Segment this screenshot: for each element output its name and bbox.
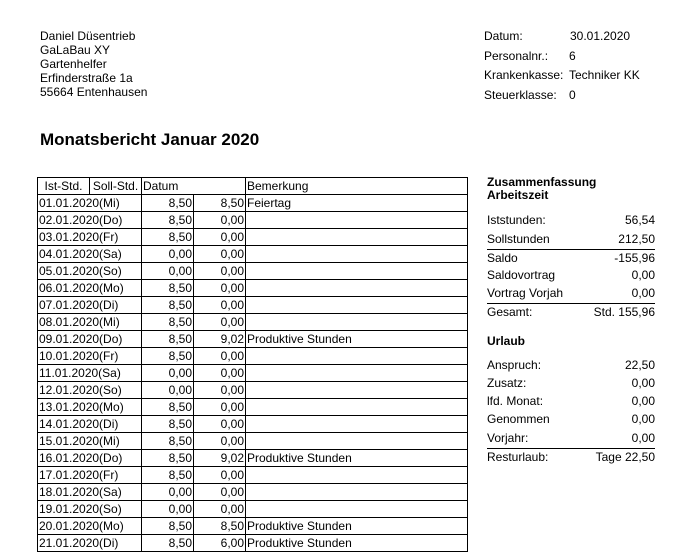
cell-soll: 8,50 [142,195,194,212]
cell-soll: 0,00 [142,263,194,280]
summary-row-saldovortrag [487,267,655,285]
cell-soll: 8,50 [142,535,194,552]
cell-ist: 0,00 [194,280,246,297]
cell-date: 17.01.2020(Fr) [38,467,142,484]
cell-note [246,501,468,518]
summary-value: 0,00 [631,286,655,300]
cell-note [246,382,468,399]
cell-soll: 8,50 [142,212,194,229]
cell-note [246,399,468,416]
cell-note [246,297,468,314]
table-row [38,331,468,348]
cell-soll: 8,50 [142,399,194,416]
cell-ist: 9,02 [194,450,246,467]
cell-ist: 0,00 [194,484,246,501]
vacation-value: 0,00 [631,431,655,445]
street-line: Erfinderstraße 1a [40,71,133,85]
vacation-row-anspruch [487,357,655,375]
cell-note [246,263,468,280]
address-block [40,29,147,99]
cell-ist: 6,00 [194,535,246,552]
cell-ist: 0,00 [194,365,246,382]
vacation-label: Anspruch: [487,358,542,372]
table-row [38,348,468,365]
vacation-label: Resturlaub: [487,450,549,464]
company-name: GaLaBau XY [40,43,111,57]
vacation-value: 0,00 [631,412,655,426]
summary-row-iststunden [487,212,655,230]
header-ist: Ist-Std. [38,178,90,195]
summary-value: Std. 155,96 [593,305,655,319]
meta-value: 6 [569,48,576,63]
meta-label: Datum: [484,29,523,43]
table-row [38,416,468,433]
cell-note [246,246,468,263]
cell-note [246,229,468,246]
cell-note [246,433,468,450]
cell-date: 04.01.2020(Sa) [38,246,142,263]
cell-note [246,314,468,331]
cell-soll: 8,50 [142,314,194,331]
cell-ist: 0,00 [194,382,246,399]
meta-row-personnel [484,48,576,68]
table-row [38,195,468,212]
cell-note: Feiertag [246,195,468,212]
table-row [38,280,468,297]
meta-value: 0 [569,87,576,102]
cell-date: 07.01.2020(Di) [38,297,142,314]
table-row [38,263,468,280]
table-row [38,433,468,450]
cell-soll: 8,50 [142,416,194,433]
vacation-row-zusatz [487,375,655,393]
daily-hours-table [37,177,468,552]
meta-block [484,28,640,106]
cell-date: 09.01.2020(Do) [38,331,142,348]
summary-label: Saldovortrag [487,268,556,282]
cell-date: 08.01.2020(Mi) [38,314,142,331]
cell-ist: 0,00 [194,314,246,331]
cell-ist: 0,00 [194,348,246,365]
cell-soll: 8,50 [142,331,194,348]
table-body [38,195,468,552]
cell-date: 16.01.2020(Do) [38,450,142,467]
cell-date: 15.01.2020(Mi) [38,433,142,450]
table-row [38,365,468,382]
city-line: 55664 Entenhausen [40,85,148,99]
table-row [38,399,468,416]
cell-date: 12.01.2020(So) [38,382,142,399]
employee-role: Gartenhelfer [40,57,107,71]
cell-note [246,365,468,382]
work-summary-title-line1: Zusammenfassung [487,175,597,189]
cell-ist: 0,00 [194,212,246,229]
cell-note [246,348,468,365]
table-row [38,467,468,484]
table-row [38,314,468,331]
table-row [38,382,468,399]
table-row [38,229,468,246]
summary-value: 56,54 [624,213,655,227]
cell-note: Produktive Stunden [246,535,468,552]
cell-ist: 8,50 [194,518,246,535]
employee-name: Daniel Düsentrieb [40,29,136,43]
table-header-row [38,178,468,195]
cell-soll: 8,50 [142,450,194,467]
cell-soll: 8,50 [142,433,194,450]
vacation-value: Tage 22,50 [595,450,655,464]
cell-soll: 0,00 [142,484,194,501]
meta-value: 30.01.2020 [570,29,631,43]
cell-ist: 0,00 [194,433,246,450]
cell-ist: 0,00 [194,229,246,246]
page-title: Monatsbericht Januar 2020 [40,130,260,149]
cell-soll: 8,50 [142,280,194,297]
cell-soll: 0,00 [142,365,194,382]
cell-soll: 0,00 [142,501,194,518]
table-row [38,297,468,314]
table-row [38,450,468,467]
cell-ist: 0,00 [194,467,246,484]
summary-row-vortrag-vorjahr [487,285,655,304]
meta-row-taxclass [484,87,576,107]
meta-row-date [484,28,631,48]
cell-note [246,280,468,297]
summary-label: Vortrag Vorjah [487,286,564,300]
cell-soll: 8,50 [142,297,194,314]
cell-date: 11.01.2020(Sa) [38,365,142,382]
meta-label: Steuerklasse: [484,87,557,102]
cell-ist: 0,00 [194,501,246,518]
cell-note: Produktive Stunden [246,450,468,467]
cell-soll: 0,00 [142,246,194,263]
summary-value: -155,96 [614,251,655,265]
cell-date: 18.01.2020(Sa) [38,484,142,501]
summary-label: Saldo [487,251,518,265]
cell-date: 05.01.2020(So) [38,263,142,280]
header-bemerkung: Bemerkung [246,178,468,195]
cell-note [246,484,468,501]
cell-date: 02.01.2020(Do) [38,212,142,229]
table-row [38,246,468,263]
work-summary-title-line2: Arbeitszeit [487,188,549,202]
cell-date: 21.01.2020(Di) [38,535,142,552]
cell-ist: 0,00 [194,263,246,280]
table-row [38,212,468,229]
vacation-title: Urlaub [487,334,526,348]
cell-ist: 8,50 [194,195,246,212]
table-row [38,484,468,501]
cell-note: Produktive Stunden [246,331,468,348]
meta-value: Techniker KK [569,68,640,82]
cell-date: 01.01.2020(Mi) [38,195,142,212]
meta-label: Krankenkasse: [484,68,564,82]
cell-soll: 8,50 [142,348,194,365]
cell-date: 03.01.2020(Fr) [38,229,142,246]
vacation-value: 0,00 [631,394,655,408]
summary-value: 0,00 [631,268,655,282]
cell-ist: 0,00 [194,416,246,433]
cell-date: 19.01.2020(So) [38,501,142,518]
cell-ist: 0,00 [194,399,246,416]
summary-row-gesamt [487,304,655,322]
cell-soll: 8,50 [142,467,194,484]
summary-label: Gesamt: [487,305,533,319]
table-row [38,501,468,518]
vacation-label: Zusatz: [487,376,527,390]
cell-note [246,212,468,229]
vacation-label: lfd. Monat: [487,394,544,408]
summary-row-sollstunden [487,231,655,250]
vacation-row-vorjahr [487,430,655,449]
cell-note [246,467,468,484]
table-row [38,535,468,552]
cell-ist: 9,02 [194,331,246,348]
cell-date: 14.01.2020(Di) [38,416,142,433]
vacation-row-lfd-monat [487,393,655,411]
vacation-label: Genommen [487,412,550,426]
summary-value: 212,50 [618,232,655,246]
vacation-row-resturlaub [487,449,655,467]
vacation-label: Vorjahr: [487,431,529,445]
meta-row-insurance [484,67,640,87]
cell-date: 13.01.2020(Mo) [38,399,142,416]
cell-note: Produktive Stunden [246,518,468,535]
cell-soll: 0,00 [142,382,194,399]
cell-date: 20.01.2020(Mo) [38,518,142,535]
summary-label: Iststunden: [487,213,546,227]
cell-date: 10.01.2020(Fr) [38,348,142,365]
header-soll: Soll-Std. [90,178,142,195]
vacation-row-genommen [487,411,655,429]
header-datum: Datum [142,178,246,195]
meta-label: Personalnr.: [484,48,549,63]
cell-soll: 8,50 [142,518,194,535]
cell-ist: 0,00 [194,297,246,314]
work-summary-title [487,176,596,202]
cell-ist: 0,00 [194,246,246,263]
summary-row-saldo [487,250,655,268]
cell-date: 06.01.2020(Mo) [38,280,142,297]
cell-soll: 8,50 [142,229,194,246]
table-row [38,518,468,535]
vacation-value: 0,00 [631,376,655,390]
vacation-value: 22,50 [624,358,655,372]
summary-label: Sollstunden [487,232,550,246]
cell-note [246,416,468,433]
